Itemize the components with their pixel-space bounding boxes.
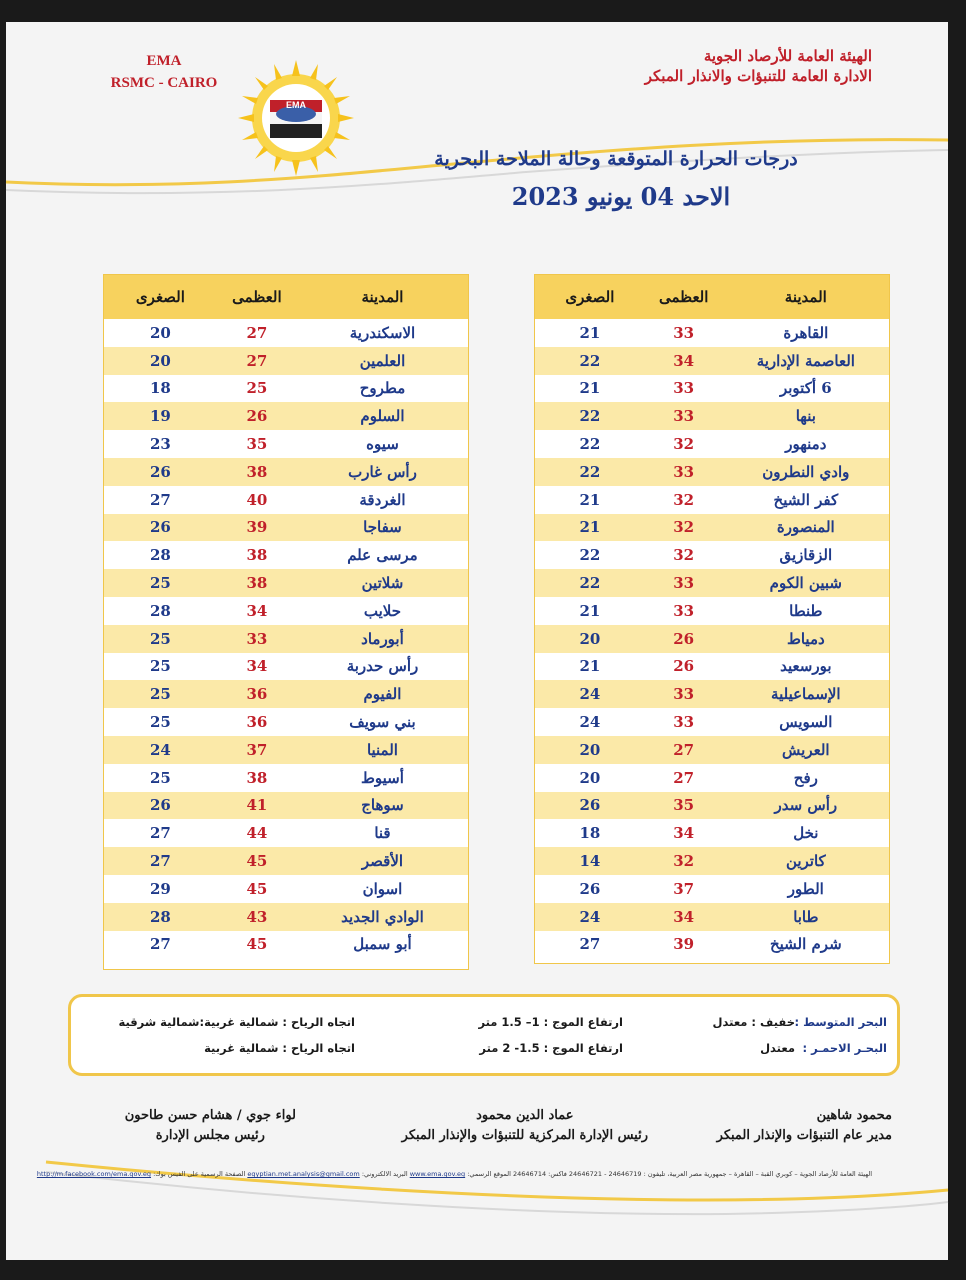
department-name: الادارة العامة للتنبؤات والانذار المبكر: [644, 67, 872, 85]
max-temp-cell: 27: [246, 323, 268, 342]
table-row: [535, 541, 889, 569]
table-row: [104, 486, 468, 514]
forecast-date: الاحد 04 يونيو 2023: [511, 182, 731, 211]
max-temp-cell: 27: [673, 768, 695, 787]
min-temp-cell: 25: [149, 574, 171, 593]
city-cell: حلايب: [363, 601, 402, 620]
table-row: [104, 430, 468, 458]
org-name: الهيئة العامة للأرصاد الجوية: [703, 47, 872, 65]
email-label: البريد الالكتروني:: [361, 1170, 408, 1178]
table-row: [104, 514, 468, 542]
bulletin-page: [6, 22, 948, 1260]
signature-central-head: [402, 1106, 648, 1146]
city-cell: طابا: [793, 907, 819, 926]
max-temp-cell: 37: [246, 740, 268, 759]
min-temp-cell: 24: [149, 740, 171, 759]
max-temp-cell: 41: [246, 796, 268, 815]
city-cell: رأس غارب: [348, 462, 417, 481]
table-row: [104, 402, 468, 430]
temperature-table-right: [534, 274, 890, 964]
table-row: [535, 430, 889, 458]
city-cell: المنيا: [366, 740, 398, 759]
min-temp-cell: 27: [149, 490, 171, 509]
city-cell: بني سويف: [349, 713, 416, 732]
table-row: [104, 875, 468, 903]
city-cell: مرسى علم: [347, 546, 418, 565]
min-temp-cell: 25: [149, 768, 171, 787]
city-cell: سيوه: [366, 435, 399, 454]
max-temp-cell: 38: [246, 574, 268, 593]
max-temp-cell: 44: [246, 824, 268, 843]
city-cell: الإسماعيلية: [771, 685, 841, 704]
city-cell: رأس حدربة: [346, 657, 419, 676]
min-temp-cell: 20: [579, 768, 601, 787]
min-temp-cell: 22: [579, 435, 601, 454]
max-temp-cell: 34: [673, 907, 695, 926]
min-temp-cell: 22: [579, 407, 601, 426]
header-max: العظمى: [232, 288, 282, 306]
city-cell: الوادي الجديد: [341, 907, 424, 926]
city-cell: بنها: [795, 407, 816, 426]
city-cell: الاسكندرية: [349, 323, 416, 342]
page-title: درجات الحرارة المتوقعة وحالة الملاحة البحرية: [434, 148, 798, 170]
table-row: [535, 514, 889, 542]
min-temp-cell: 21: [579, 518, 601, 537]
max-temp-cell: 26: [246, 407, 268, 426]
table-row: [535, 847, 889, 875]
organization-english: [94, 50, 234, 94]
med-sea-region: البحر المتوسط :: [794, 1015, 887, 1029]
min-temp-cell: 26: [149, 518, 171, 537]
city-cell: السلوم: [360, 407, 405, 426]
city-cell: أبو سمبل: [353, 935, 412, 954]
red-sea-state: معتدل: [760, 1041, 795, 1055]
table-row: [535, 625, 889, 653]
max-temp-cell: 43: [246, 907, 268, 926]
med-sea-state: خفيف : معتدل: [712, 1015, 795, 1029]
min-temp-cell: 25: [149, 629, 171, 648]
header-city: المدينة: [784, 288, 827, 306]
max-temp-cell: 33: [246, 629, 268, 648]
city-cell: الغردقة: [359, 490, 406, 509]
table-row: [535, 764, 889, 792]
city-cell: العاصمة الإدارية: [756, 351, 855, 370]
max-temp-cell: 27: [246, 351, 268, 370]
min-temp-cell: 20: [579, 629, 601, 648]
signature-title: رئيس مجلس الإدارة: [155, 1128, 265, 1143]
max-temp-cell: 35: [246, 435, 268, 454]
signature-title: رئيس الإدارة المركزية للتنبؤات والإنذار المبكر: [401, 1128, 648, 1143]
city-cell: 6 أكتوبر: [779, 379, 832, 398]
city-cell: وادي النطرون: [762, 462, 850, 481]
table-row: [535, 875, 889, 903]
table-row: [104, 347, 468, 375]
header-max: العظمى: [658, 288, 709, 306]
min-temp-cell: 20: [149, 351, 171, 370]
min-temp-cell: 27: [579, 935, 601, 954]
city-cell: رفح: [793, 768, 818, 787]
signature-title: مدير عام التنبؤات والإنذار المبكر: [716, 1128, 892, 1143]
max-temp-cell: 33: [673, 323, 695, 342]
min-temp-cell: 26: [579, 796, 601, 815]
city-cell: بورسعيد: [780, 657, 832, 676]
header-min: الصغرى: [135, 288, 185, 306]
red-sea-region: البحـر الاحمـر :: [802, 1041, 887, 1055]
city-cell: العلمين: [359, 351, 406, 370]
table-row: [535, 931, 889, 959]
red-sea-wind: اتجاه الرياح : شمالية غربية: [204, 1041, 355, 1055]
max-temp-cell: 32: [673, 490, 695, 509]
min-temp-cell: 22: [579, 546, 601, 565]
max-temp-cell: 33: [673, 379, 695, 398]
med-sea-line: [71, 1015, 897, 1035]
header-city: المدينة: [361, 288, 404, 306]
max-temp-cell: 32: [673, 435, 695, 454]
city-cell: الأقصر: [361, 852, 404, 871]
min-temp-cell: 26: [149, 462, 171, 481]
max-temp-cell: 33: [673, 407, 695, 426]
max-temp-cell: 25: [246, 379, 268, 398]
min-temp-cell: 21: [579, 379, 601, 398]
min-temp-cell: 29: [149, 879, 171, 898]
max-temp-cell: 32: [673, 546, 695, 565]
min-temp-cell: 21: [579, 490, 601, 509]
table-row: [535, 458, 889, 486]
city-cell: الزقازيق: [779, 546, 833, 565]
signature-name: لواء جوي / هشام حسن طاحون: [124, 1108, 296, 1123]
red-sea-line: [71, 1041, 897, 1061]
city-cell: اسوان: [362, 879, 403, 898]
website-link[interactable]: www.ema.gov.eg: [409, 1170, 466, 1178]
city-cell: شلاتين: [361, 574, 404, 593]
min-temp-cell: 22: [579, 574, 601, 593]
city-cell: الفيوم: [363, 685, 402, 704]
max-temp-cell: 36: [246, 685, 268, 704]
rsmc-label: RSMC - CAIRO: [110, 75, 218, 91]
table-row: [535, 903, 889, 931]
max-temp-cell: 36: [246, 713, 268, 732]
table-row: [535, 653, 889, 681]
table-row: [535, 819, 889, 847]
max-temp-cell: 45: [246, 879, 268, 898]
red-sea-wave: ارتفاع الموج : 1.5- 2 متر: [479, 1041, 623, 1055]
org-acronym: EMA: [146, 53, 182, 69]
table-row: [104, 819, 468, 847]
city-cell: أسيوط: [361, 768, 404, 787]
min-temp-cell: 26: [149, 796, 171, 815]
table-row: [535, 680, 889, 708]
city-cell: كفر الشيخ: [773, 490, 839, 509]
max-temp-cell: 35: [673, 796, 695, 815]
max-temp-cell: 37: [673, 879, 695, 898]
table-row: [104, 764, 468, 792]
table-header: [535, 275, 889, 319]
max-temp-cell: 40: [246, 490, 268, 509]
city-cell: سفاجا: [363, 518, 402, 537]
table-row: [104, 708, 468, 736]
table-row: [104, 903, 468, 931]
table-row: [535, 736, 889, 764]
header-min: الصغرى: [565, 288, 615, 306]
table-row: [104, 569, 468, 597]
facebook-link[interactable]: http://m.facebook.com/ema.gov.eg: [36, 1170, 152, 1178]
min-temp-cell: 28: [149, 601, 171, 620]
signature-name: محمود شاهين: [816, 1108, 892, 1123]
footer-address: الهيئة العامة للأرصاد الجوية – كوبري القبة – القاهرة – جمهورية مصر العربية، تليفون : 24646719 - 24646721 فاكس: 24646714 الموقع الرسمي:: [467, 1170, 872, 1178]
min-temp-cell: 24: [579, 713, 601, 732]
max-temp-cell: 26: [673, 629, 695, 648]
min-temp-cell: 28: [149, 546, 171, 565]
city-cell: السويس: [779, 713, 833, 732]
min-temp-cell: 21: [579, 323, 601, 342]
min-temp-cell: 20: [579, 740, 601, 759]
max-temp-cell: 34: [246, 657, 268, 676]
marine-conditions-box: [68, 994, 900, 1076]
min-temp-cell: 28: [149, 907, 171, 926]
table-row: [535, 708, 889, 736]
min-temp-cell: 19: [149, 407, 171, 426]
city-cell: القاهرة: [783, 323, 829, 342]
table-body: [535, 319, 889, 958]
min-temp-cell: 25: [149, 713, 171, 732]
city-cell: العريش: [782, 740, 830, 759]
table-row: [104, 458, 468, 486]
table-row: [104, 375, 468, 403]
table-row: [104, 680, 468, 708]
min-temp-cell: 18: [579, 824, 601, 843]
med-sea-wave: ارتفاع الموج : 1– 1.5 متر: [478, 1015, 623, 1029]
table-body: [104, 319, 468, 958]
table-header: [104, 275, 468, 319]
min-temp-cell: 27: [149, 935, 171, 954]
min-temp-cell: 21: [579, 601, 601, 620]
min-temp-cell: 26: [579, 879, 601, 898]
table-row: [104, 319, 468, 347]
table-row: [535, 597, 889, 625]
max-temp-cell: 34: [673, 351, 695, 370]
city-cell: رأس سدر: [774, 796, 838, 815]
city-cell: نخل: [793, 824, 819, 843]
footer-contact: [36, 1170, 872, 1178]
table-row: [104, 847, 468, 875]
min-temp-cell: 25: [149, 685, 171, 704]
ema-logo: [234, 56, 358, 180]
max-temp-cell: 32: [673, 518, 695, 537]
max-temp-cell: 39: [246, 518, 268, 537]
max-temp-cell: 39: [673, 935, 695, 954]
max-temp-cell: 34: [246, 601, 268, 620]
min-temp-cell: 23: [149, 435, 171, 454]
max-temp-cell: 38: [246, 768, 268, 787]
signature-general-manager: [717, 1106, 892, 1146]
table-row: [535, 792, 889, 820]
city-cell: قنا: [374, 824, 391, 843]
min-temp-cell: 27: [149, 824, 171, 843]
organization-arabic: [645, 46, 872, 86]
city-cell: دمياط: [786, 629, 825, 648]
max-temp-cell: 33: [673, 601, 695, 620]
max-temp-cell: 32: [673, 852, 695, 871]
city-cell: شبين الكوم: [769, 574, 842, 593]
min-temp-cell: 27: [149, 852, 171, 871]
max-temp-cell: 26: [673, 657, 695, 676]
table-row: [104, 792, 468, 820]
table-row: [535, 569, 889, 597]
table-row: [535, 319, 889, 347]
signature-chairman: [125, 1106, 296, 1146]
city-cell: أبورماد: [361, 629, 404, 648]
table-row: [104, 653, 468, 681]
min-temp-cell: 18: [149, 379, 171, 398]
city-cell: مطروح: [359, 379, 406, 398]
min-temp-cell: 25: [149, 657, 171, 676]
min-temp-cell: 21: [579, 657, 601, 676]
table-row: [535, 486, 889, 514]
max-temp-cell: 45: [246, 935, 268, 954]
min-temp-cell: 22: [579, 351, 601, 370]
city-cell: طنطا: [789, 601, 823, 620]
max-temp-cell: 34: [673, 824, 695, 843]
city-cell: سوهاج: [361, 796, 404, 815]
max-temp-cell: 27: [673, 740, 695, 759]
table-row: [104, 931, 468, 959]
table-row: [535, 402, 889, 430]
min-temp-cell: 20: [149, 323, 171, 342]
max-temp-cell: 38: [246, 546, 268, 565]
table-row: [104, 625, 468, 653]
city-cell: المنصورة: [776, 518, 835, 537]
city-cell: الطور: [787, 879, 824, 898]
table-row: [535, 375, 889, 403]
max-temp-cell: 38: [246, 462, 268, 481]
min-temp-cell: 24: [579, 907, 601, 926]
min-temp-cell: 24: [579, 685, 601, 704]
table-row: [104, 597, 468, 625]
max-temp-cell: 33: [673, 462, 695, 481]
city-cell: دمنهور: [785, 435, 827, 454]
city-cell: كاترين: [785, 852, 826, 871]
temperature-table-left: [103, 274, 469, 970]
signature-name: عماد الدين محمود: [476, 1108, 574, 1123]
city-cell: شرم الشيخ: [769, 935, 842, 954]
max-temp-cell: 33: [673, 713, 695, 732]
svg-text:EMA: EMA: [286, 100, 306, 110]
table-row: [104, 541, 468, 569]
max-temp-cell: 33: [673, 574, 695, 593]
min-temp-cell: 22: [579, 462, 601, 481]
min-temp-cell: 14: [579, 852, 601, 871]
table-row: [535, 347, 889, 375]
table-row: [104, 736, 468, 764]
max-temp-cell: 45: [246, 852, 268, 871]
med-sea-wind: اتجاه الرياح : شمالية غربية:شمالية شرقية: [118, 1015, 355, 1029]
facebook-label: الصفحة الرسمية على الفيس بوك:: [153, 1170, 246, 1178]
email-link[interactable]: egyptian.met.analysis@gmail.com: [247, 1170, 360, 1178]
max-temp-cell: 33: [673, 685, 695, 704]
